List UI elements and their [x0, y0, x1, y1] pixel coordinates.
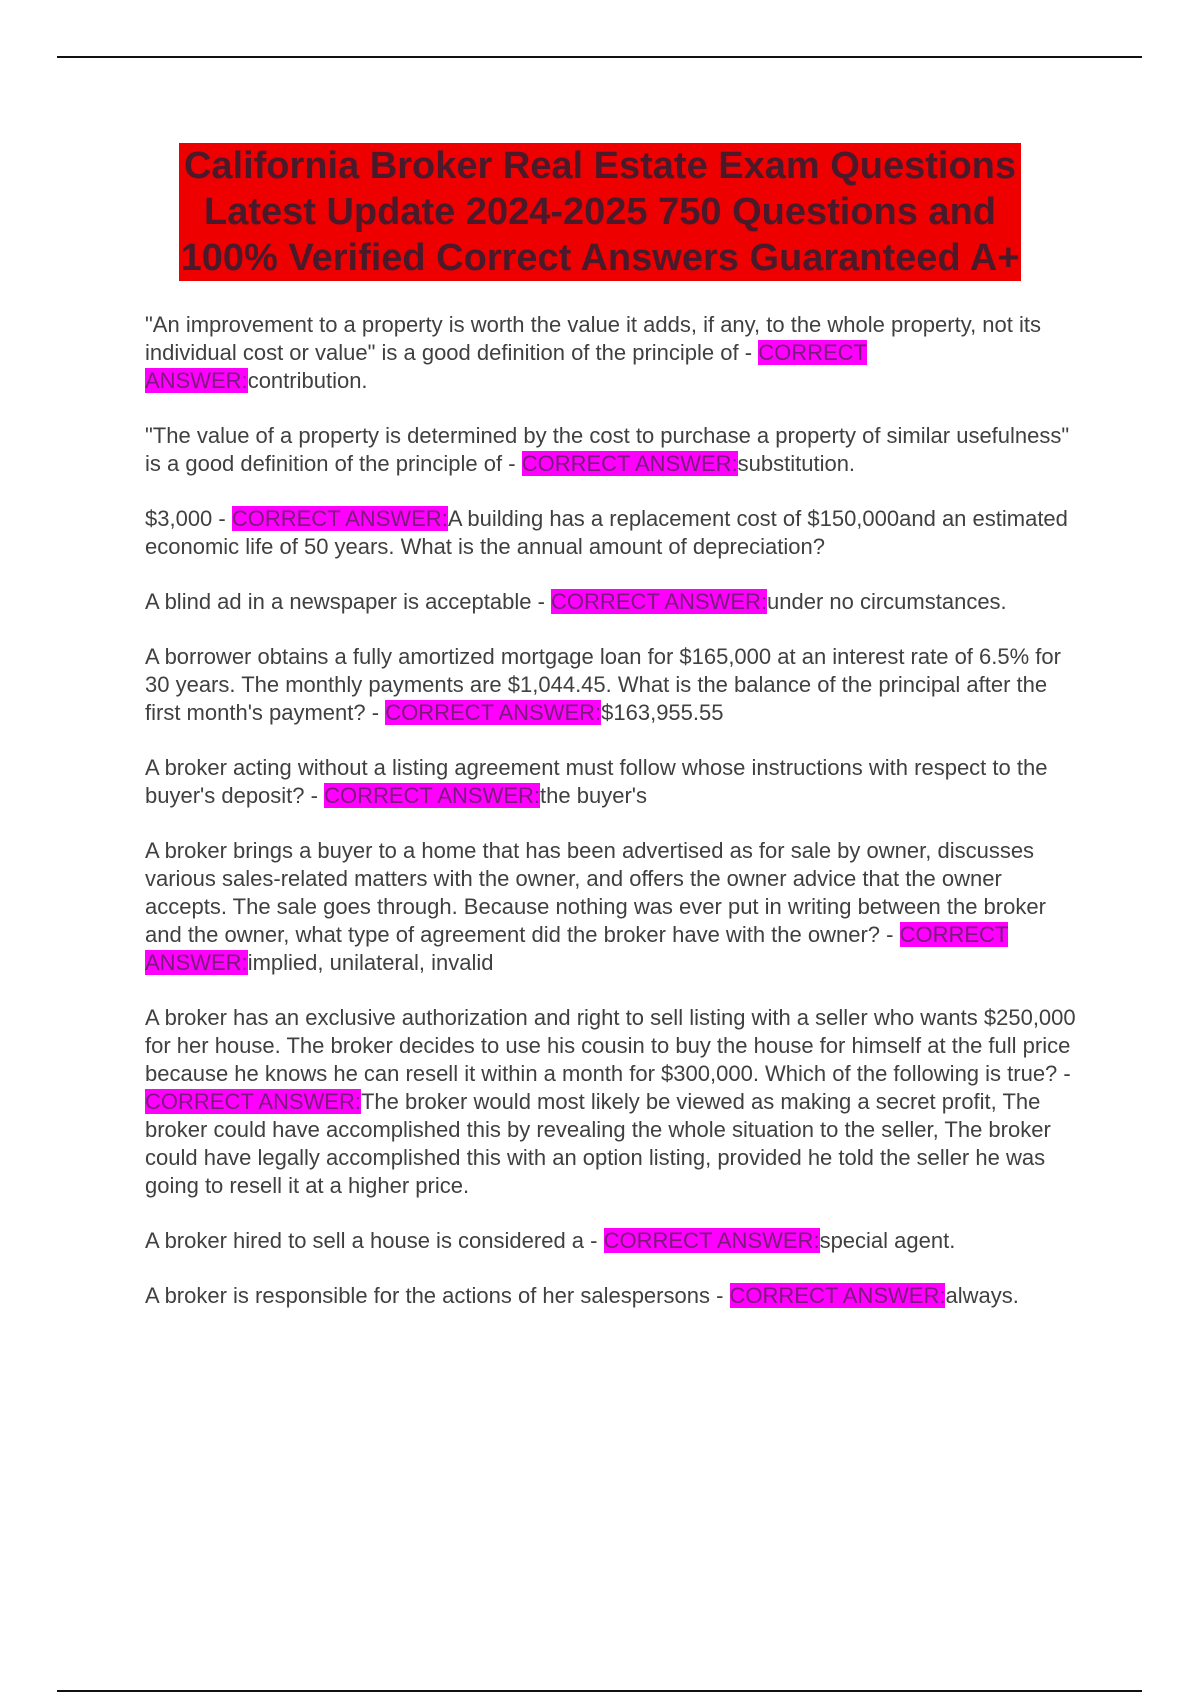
qa-item [145, 1282, 1085, 1310]
question-text: A broker acting without a listing agreement must follow whose instructions with respect to the buyer's deposit? - [145, 755, 1048, 808]
qa-list [145, 311, 1085, 1337]
qa-item [145, 588, 1085, 616]
answer-marker: CORRECT ANSWER: [521, 451, 738, 476]
question-text: A broker is responsible for the actions of her salespersons - [145, 1283, 724, 1308]
answer-text: special agent. [819, 1228, 956, 1253]
answer-marker: CORRECT ANSWER: [551, 589, 767, 614]
qa-item [145, 837, 1085, 977]
qa-item [145, 1004, 1085, 1200]
answer-text: substitution. [737, 451, 856, 476]
qa-item [145, 311, 1085, 395]
document-title [0, 143, 1200, 281]
answer-text: the buyer's [540, 783, 647, 808]
answer-text: under no circumstances. [767, 589, 1007, 614]
answer-text: contribution. [247, 368, 368, 393]
qa-item [145, 422, 1085, 478]
answer-text: The broker would most likely be viewed as making a secret profit, The broker could have accomplished this by revealing the whole situation to the seller, The broker could have legally accomplished this with an option listing, provided he told the seller he was going to resell it at a higher price. [145, 1089, 1051, 1198]
answer-marker: CORRECT ANSWER: [603, 1228, 820, 1253]
question-text: A broker has an exclusive authorization and right to sell listing with a seller who wants $250,000 for her house. The broker decides to use his cousin to buy the house for himself at the full price because he knows he can resell it within a month for $300,000. Which of the following is true? - [145, 1005, 1076, 1086]
answer-marker: CORRECT ANSWER: [231, 506, 448, 531]
top-rule [57, 56, 1142, 58]
answer-marker: CORRECT ANSWER: [324, 783, 541, 808]
title-line-1: California Broker Real Estate Exam Questions [183, 145, 1017, 187]
question-text: A blind ad in a newspaper is acceptable - [145, 589, 545, 614]
question-text: $3,000 - [145, 506, 226, 531]
answer-marker: CORRECT ANSWER: [145, 922, 1009, 975]
answer-marker: CORRECT ANSWER: [145, 1089, 361, 1114]
question-text: A broker hired to sell a house is considered a - [145, 1228, 598, 1253]
answer-text: implied, unilateral, invalid [247, 950, 494, 975]
title-line-2: Latest Update 2024-2025 750 Questions and [204, 191, 996, 233]
qa-item [145, 1227, 1085, 1255]
answer-text: A building has a replacement cost of $150,000and an estimated economic life of 50 years. What is the annual amount of depreciation? [145, 506, 1068, 559]
title-line-3: 100% Verified Correct Answers Guaranteed A+ [180, 237, 1020, 279]
qa-item [145, 643, 1085, 727]
question-text: "An improvement to a property is worth the value it adds, if any, to the whole property, not its individual cost or value" is a good definition of the principle of - [145, 312, 1041, 365]
answer-text: always. [945, 1283, 1019, 1308]
question-text: A borrower obtains a fully amortized mortgage loan for $165,000 at an interest rate of 6.5% for 30 years. The monthly payments are $1,044.45. What is the balance of the principal after the first month's payment? - [145, 644, 1061, 725]
question-text: "The value of a property is determined by the cost to purchase a property of similar usefulness" is a good definition of the principle of - [145, 423, 1070, 476]
bottom-rule [57, 1690, 1142, 1692]
answer-marker: CORRECT ANSWER: [385, 700, 602, 725]
title-banner [179, 143, 1022, 281]
answer-marker: CORRECT ANSWER: [145, 340, 867, 393]
qa-item [145, 505, 1085, 561]
qa-item [145, 754, 1085, 810]
answer-marker: CORRECT ANSWER: [729, 1283, 946, 1308]
answer-text: $163,955.55 [601, 700, 724, 725]
question-text: A broker brings a buyer to a home that has been advertised as for sale by owner, discusses various sales-related matters with the owner, and offers the owner advice that the owner accepts. The sale goes through. Because nothing was ever put in writing between the broker and the owner, what type of agreement did the broker have with the owner? - [145, 838, 1046, 947]
